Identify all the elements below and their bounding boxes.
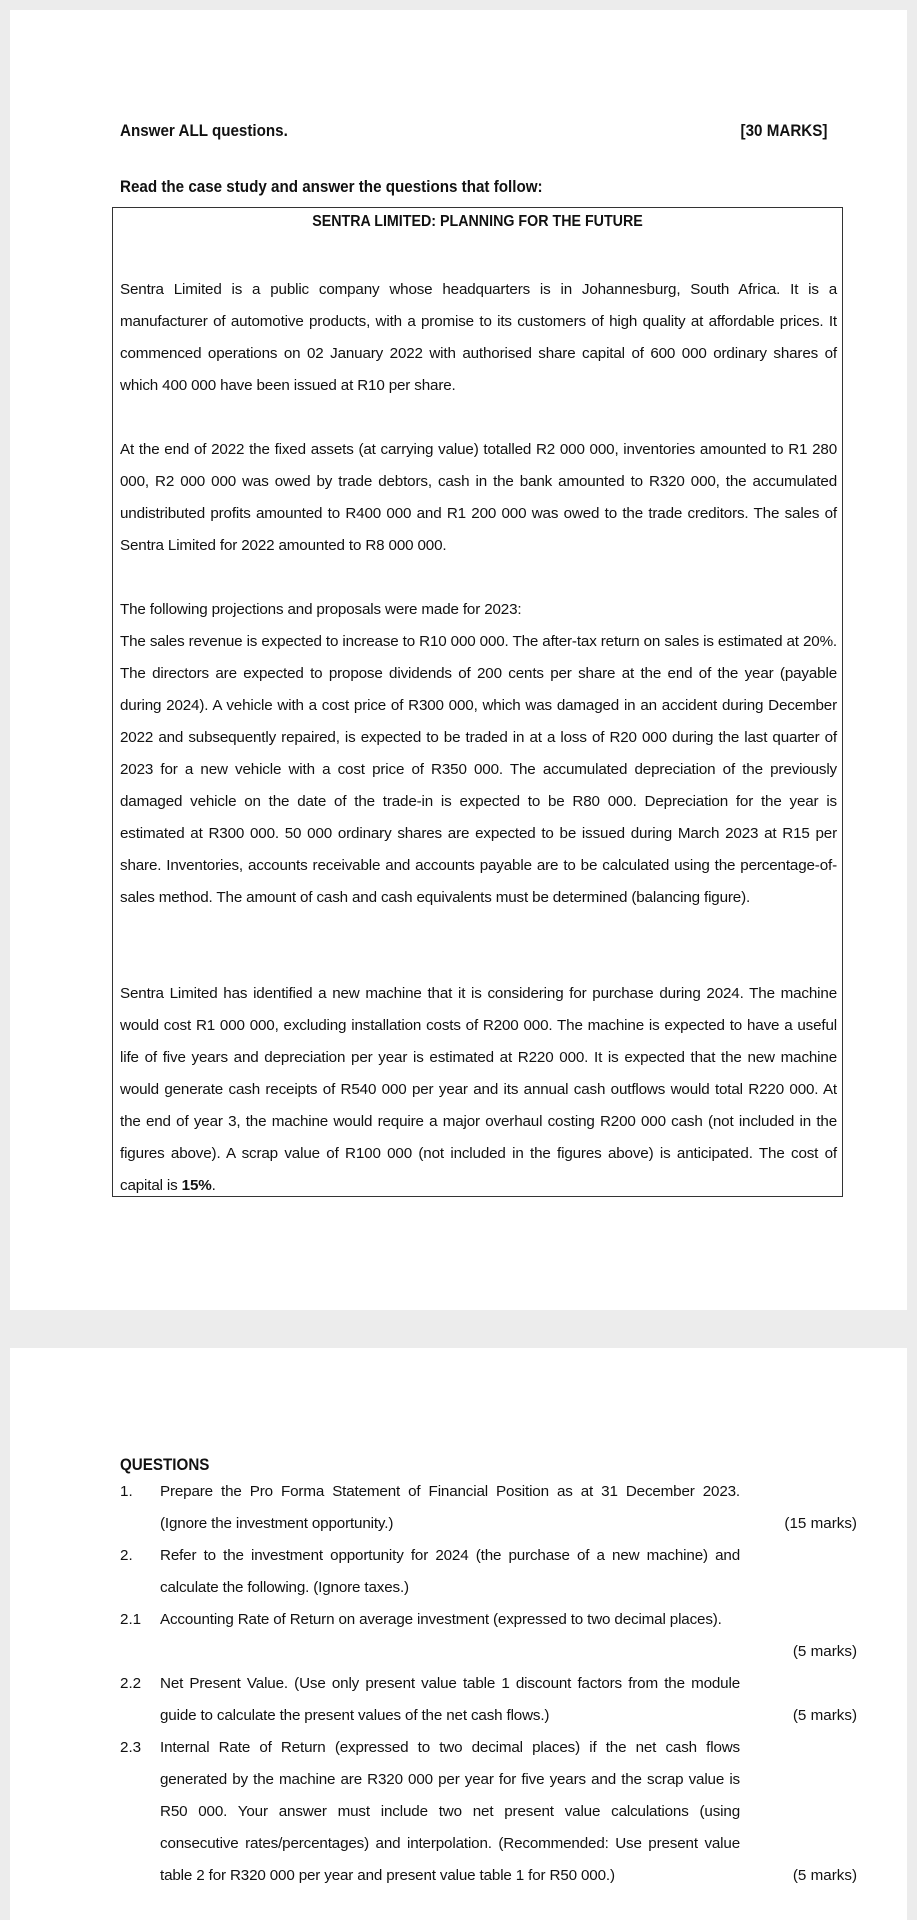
- investment-text-end: .: [211, 1177, 216, 1194]
- question-number: 2.: [120, 1547, 133, 1564]
- projections-intro: The following projections and proposals were made for 2023:: [120, 601, 522, 618]
- projections-text: The sales revenue is expected to increase to R10 000 000. The after-tax return on sales is estimated at 20%. The directors are expected to propose dividends of 200 cents per share at the end of the year (payable during 2024). A vehicle with a cost price of R300 000, which was damaged in an accident during December 2022 and subsequently repaired, is expected to be traded in at a loss of R20 000 during the last quarter of 2023 for a new vehicle with a cost price of R350 000. The accumulated depreciation of the previously damaged vehicle on the date of the trade-in is expected to be R80 000. Depreciation for the year is estimated at R300 000. 50 000 ordinary shares are expected to be issued during March 2023 at R15 per share. Inventories, accounts receivable and accounts payable are to be calculated using the percentage-of-sales method. The amount of cash and cash equivalents must be determined (balancing figure).: [120, 633, 837, 906]
- questions-title: QUESTIONS: [120, 1456, 210, 1474]
- cost-of-capital: 15%: [181, 1177, 212, 1194]
- case-study-box: [112, 207, 843, 1197]
- question-text: Refer to the investment opportunity for 2024 (the purchase of a new machine) and calculate the following. (Ignore taxes.): [160, 1547, 740, 1596]
- question-number: 2.1: [120, 1611, 142, 1628]
- case-study-title: SENTRA LIMITED: PLANNING FOR THE FUTURE: [312, 213, 643, 230]
- investment-text: Sentra Limited has identified a new machine that it is considering for purchase during 2024. The machine would cost R1 000 000, excluding installation costs of R200 000. The machine is expected to have a useful life of five years and depreciation per year is estimated at R220 000. It is expected that the new machine would generate cash receipts of R540 000 per year and its annual cash outflows would total R220 000. At the end of year 3, the machine would require a major overhaul costing R200 000 cash (not included in the figures above). A scrap value of R100 000 (not included in the figures above) is anticipated. The cost of capital is: [120, 985, 837, 1194]
- question-number: 2.2: [120, 1675, 142, 1692]
- page-1: [10, 10, 907, 1310]
- question-number: 2.3: [120, 1739, 142, 1756]
- question-text: Prepare the Pro Forma Statement of Financial Position as at 31 December 2023. (Ignore the investment opportunity.): [160, 1483, 740, 1532]
- question-marks: (15 marks): [784, 1515, 857, 1532]
- total-marks: [30 MARKS]: [740, 122, 827, 140]
- page-2: [10, 1348, 907, 1920]
- question-text: Net Present Value. (Use only present value table 1 discount factors from the module guide to calculate the present values of the net cash flows.): [160, 1675, 740, 1724]
- question-marks: (5 marks): [792, 1643, 857, 1660]
- case-paragraph-2: At the end of 2022 the fixed assets (at carrying value) totalled R2 000 000, inventories amounted to R1 280 000, R2 000 000 was owed by trade debtors, cash in the bank amounted to R320 000, the accumulated undistributed profits amounted to R400 000 and R1 200 000 was owed to the trade creditors. The sales of Sentra Limited for 2022 amounted to R8 000 000.: [120, 441, 837, 554]
- read-instruction: Read the case study and answer the questions that follow:: [120, 178, 543, 196]
- case-paragraph-1: Sentra Limited is a public company whose headquarters is in Johannesburg, South Africa. It is a manufacturer of automotive products, with a promise to its customers of high quality at affordable prices. It commenced operations on 02 January 2022 with authorised share capital of 600 000 ordinary shares of which 400 000 have been issued at R10 per share.: [120, 281, 837, 394]
- answer-all-heading: Answer ALL questions.: [120, 122, 288, 140]
- question-number: 1.: [120, 1483, 133, 1500]
- question-text: Accounting Rate of Return on average investment (expressed to two decimal places).: [160, 1611, 722, 1628]
- question-marks: (5 marks): [792, 1707, 857, 1724]
- question-text: Internal Rate of Return (expressed to two decimal places) if the net cash flows generated by the machine are R320 000 per year for five years and the scrap value is R50 000. Your answer must include two net present value calculations (using consecutive rates/percentages) and interpolation. (Recommended: Use present value table 2 for R320 000 per year and present value table 1 for R50 000.): [160, 1739, 740, 1884]
- case-paragraph-4: [120, 978, 837, 1202]
- question-marks: (5 marks): [792, 1867, 857, 1884]
- case-paragraph-3: [120, 594, 837, 914]
